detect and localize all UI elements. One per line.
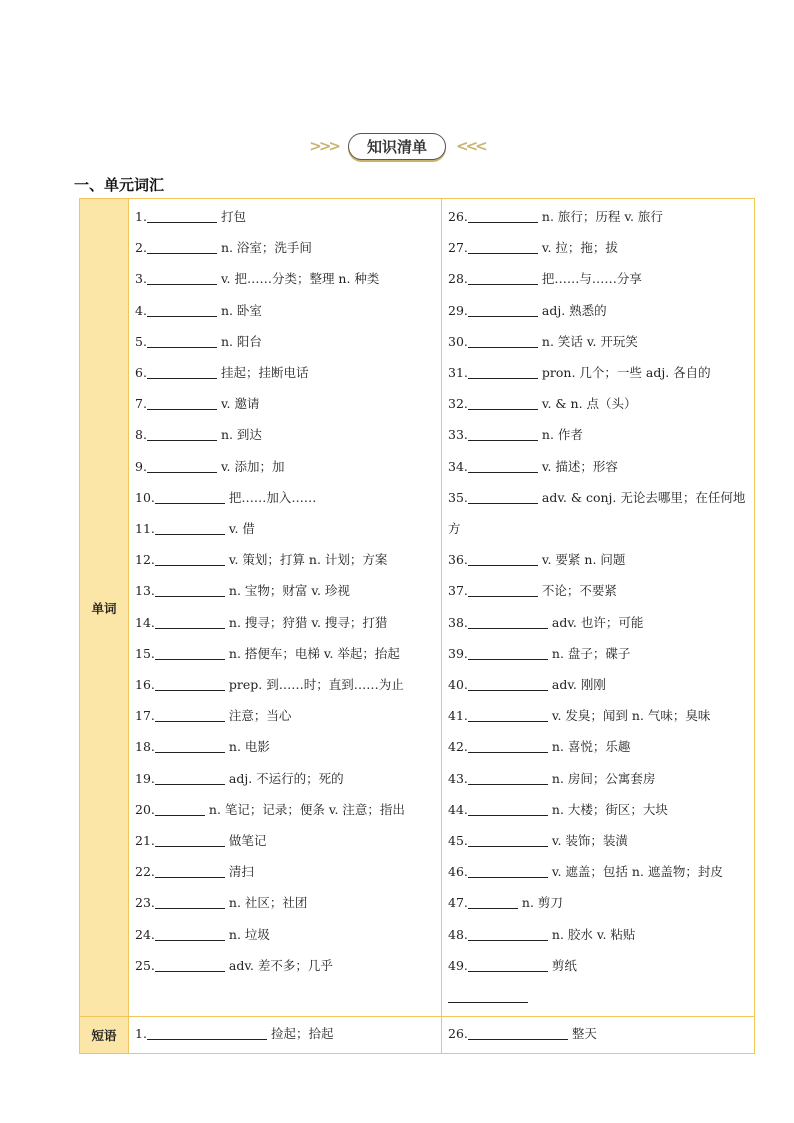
answer-blank[interactable] xyxy=(147,364,217,379)
answer-blank[interactable] xyxy=(468,302,538,317)
word-item: 20. n. 笔记；记录；便条 v. 注意；指出 xyxy=(135,801,405,817)
word-item: 2. n. 浴室；洗手间 xyxy=(135,240,312,256)
answer-blank[interactable] xyxy=(468,364,538,379)
phrase-item: 26. 整天 xyxy=(448,1026,597,1042)
word-item: 48. n. 胶水 v. 粘贴 xyxy=(448,926,636,942)
answer-blank[interactable] xyxy=(468,614,548,629)
answer-blank[interactable] xyxy=(155,894,225,909)
phrases-label: 短语 xyxy=(80,1017,129,1054)
word-item: 38. adv. 也许；可能 xyxy=(448,614,644,630)
word-item: 39. n. 盘子；碟子 xyxy=(448,645,631,661)
word-item: 3. v. 把……分类；整理 n. 种类 xyxy=(135,271,380,287)
word-item: 19. adj. 不运行的；死的 xyxy=(135,770,344,786)
answer-blank[interactable] xyxy=(147,426,217,441)
left-phrases-column xyxy=(129,1017,442,1054)
word-item: 21. 做笔记 xyxy=(135,833,267,849)
phrase-item: 1. 捡起；拾起 xyxy=(135,1026,334,1042)
answer-blank[interactable] xyxy=(155,489,225,504)
answer-blank[interactable] xyxy=(147,239,217,254)
word-item: 15. n. 搭便车；电梯 v. 举起；抬起 xyxy=(135,645,400,661)
answer-blank[interactable] xyxy=(468,863,548,878)
word-item: 25. adv. 差不多；几乎 xyxy=(135,957,333,973)
word-item: 4. n. 卧室 xyxy=(135,302,262,318)
answer-blank[interactable] xyxy=(468,801,548,816)
word-item: 23. n. 社区；社团 xyxy=(135,895,308,911)
answer-blank[interactable] xyxy=(147,458,217,473)
word-item: 45. v. 装饰；装潢 xyxy=(448,833,628,849)
word-item: 46. v. 遮盖；包括 n. 遮盖物；封皮 xyxy=(448,864,723,880)
right-words-column xyxy=(442,199,755,1017)
word-item: 43. n. 房间；公寓套房 xyxy=(448,770,656,786)
word-item: 37. 不论；不要紧 xyxy=(448,583,617,599)
word-item: 24. n. 垃圾 xyxy=(135,926,270,942)
word-item: 8. n. 到达 xyxy=(135,427,262,443)
word-item: 18. n. 电影 xyxy=(135,739,270,755)
word-item: 44. n. 大楼；街区；大块 xyxy=(448,801,668,817)
word-item: 33. n. 作者 xyxy=(448,427,583,443)
answer-blank[interactable] xyxy=(468,676,548,691)
answer-blank[interactable] xyxy=(468,707,548,722)
phrases-row xyxy=(80,1017,755,1054)
word-item: 16. prep. 到……时；直到……为止 xyxy=(135,677,404,693)
section-banner xyxy=(0,131,794,161)
word-item: 7. v. 邀请 xyxy=(135,396,260,412)
answer-blank[interactable] xyxy=(468,770,548,785)
word-item: 6. 挂起；挂断电话 xyxy=(135,365,309,381)
answer-blank[interactable] xyxy=(468,957,548,972)
answer-blank[interactable] xyxy=(468,926,548,941)
word-item: 35. adv. & conj. 无论去哪里；在任何地方 xyxy=(448,489,746,537)
answer-blank[interactable] xyxy=(155,957,225,972)
answer-blank[interactable] xyxy=(147,270,217,285)
word-item: 41. v. 发臭；闻到 n. 气味；臭味 xyxy=(448,708,711,724)
answer-blank[interactable] xyxy=(468,832,548,847)
answer-blank[interactable] xyxy=(155,926,225,941)
word-item: 28. 把……与……分享 xyxy=(448,271,642,287)
word-item: 36. v. 要紧 n. 问题 xyxy=(448,552,626,568)
answer-blank[interactable] xyxy=(155,551,225,566)
word-item: 5. n. 阳台 xyxy=(135,333,262,349)
section-title: 一、单元词汇 xyxy=(74,176,165,194)
banner-title: 知识清单 xyxy=(348,133,446,160)
word-item: 31. pron. 几个；一些 adj. 各自的 xyxy=(448,365,711,381)
left-words-column xyxy=(129,199,442,1017)
word-item: 30. n. 笑话 v. 开玩笑 xyxy=(448,333,638,349)
words-row xyxy=(80,199,755,1017)
answer-blank[interactable] xyxy=(147,208,217,223)
answer-blank[interactable] xyxy=(147,395,217,410)
word-item: 1. 打包 xyxy=(135,209,246,224)
vocabulary-table xyxy=(79,198,755,1054)
answer-blank[interactable] xyxy=(147,1025,267,1040)
word-item xyxy=(448,981,750,1012)
answer-blank[interactable] xyxy=(155,614,225,629)
right-chevron-decoration: <<< xyxy=(456,137,485,155)
answer-blank[interactable] xyxy=(468,239,538,254)
answer-blank[interactable] xyxy=(147,333,217,348)
word-item: 13. n. 宝物；财富 v. 珍视 xyxy=(135,583,350,599)
word-item: 22. 清扫 xyxy=(135,864,254,880)
answer-blank[interactable] xyxy=(155,801,205,816)
word-item: 12. v. 策划；打算 n. 计划；方案 xyxy=(135,552,388,568)
answer-blank[interactable] xyxy=(468,489,538,504)
answer-blank[interactable] xyxy=(468,894,518,909)
answer-blank[interactable] xyxy=(468,1025,568,1040)
word-item: 11. v. 借 xyxy=(135,521,255,537)
answer-blank[interactable] xyxy=(468,208,538,223)
word-item: 29. adj. 熟悉的 xyxy=(448,302,607,318)
answer-blank[interactable] xyxy=(155,645,225,660)
answer-blank[interactable] xyxy=(155,676,225,691)
word-item: 10. 把……加入…… xyxy=(135,489,317,505)
answer-blank[interactable] xyxy=(155,863,225,878)
answer-blank[interactable] xyxy=(468,270,538,285)
word-item: 42. n. 喜悦；乐趣 xyxy=(448,739,631,755)
answer-blank[interactable] xyxy=(155,770,225,785)
answer-blank[interactable] xyxy=(155,582,225,597)
answer-blank[interactable] xyxy=(468,582,538,597)
word-item: 14. n. 搜寻；狩猎 v. 搜寻；打猎 xyxy=(135,614,388,630)
word-item: 47. n. 剪刀 xyxy=(448,895,563,911)
answer-blank[interactable] xyxy=(155,738,225,753)
answer-blank[interactable] xyxy=(155,832,225,847)
word-item: 27. v. 拉；拖；拔 xyxy=(448,240,618,256)
answer-blank[interactable] xyxy=(147,302,217,317)
answer-blank[interactable] xyxy=(468,426,538,441)
word-item: 26. n. 旅行；历程 v. 旅行 xyxy=(448,209,663,224)
word-item: 40. adv. 刚刚 xyxy=(448,677,606,693)
answer-blank[interactable] xyxy=(155,520,225,535)
word-item: 34. v. 描述；形容 xyxy=(448,458,618,474)
answer-blank[interactable] xyxy=(468,458,538,473)
word-item: 9. v. 添加；加 xyxy=(135,458,285,474)
answer-blank[interactable] xyxy=(448,988,528,1003)
answer-blank[interactable] xyxy=(468,645,548,660)
answer-blank[interactable] xyxy=(468,395,538,410)
answer-blank[interactable] xyxy=(468,551,538,566)
words-label: 单词 xyxy=(80,199,129,1017)
answer-blank[interactable] xyxy=(155,707,225,722)
answer-blank[interactable] xyxy=(468,738,548,753)
right-word-list xyxy=(448,201,750,1012)
answer-blank[interactable] xyxy=(468,333,538,348)
word-item: 32. v. & n. 点（头） xyxy=(448,396,637,412)
left-chevron-decoration: >>> xyxy=(309,137,338,155)
right-phrases-column xyxy=(442,1017,755,1054)
word-item: 49. 剪纸 xyxy=(448,957,577,973)
word-item: 17. 注意；当心 xyxy=(135,708,292,724)
left-word-list xyxy=(135,201,437,981)
